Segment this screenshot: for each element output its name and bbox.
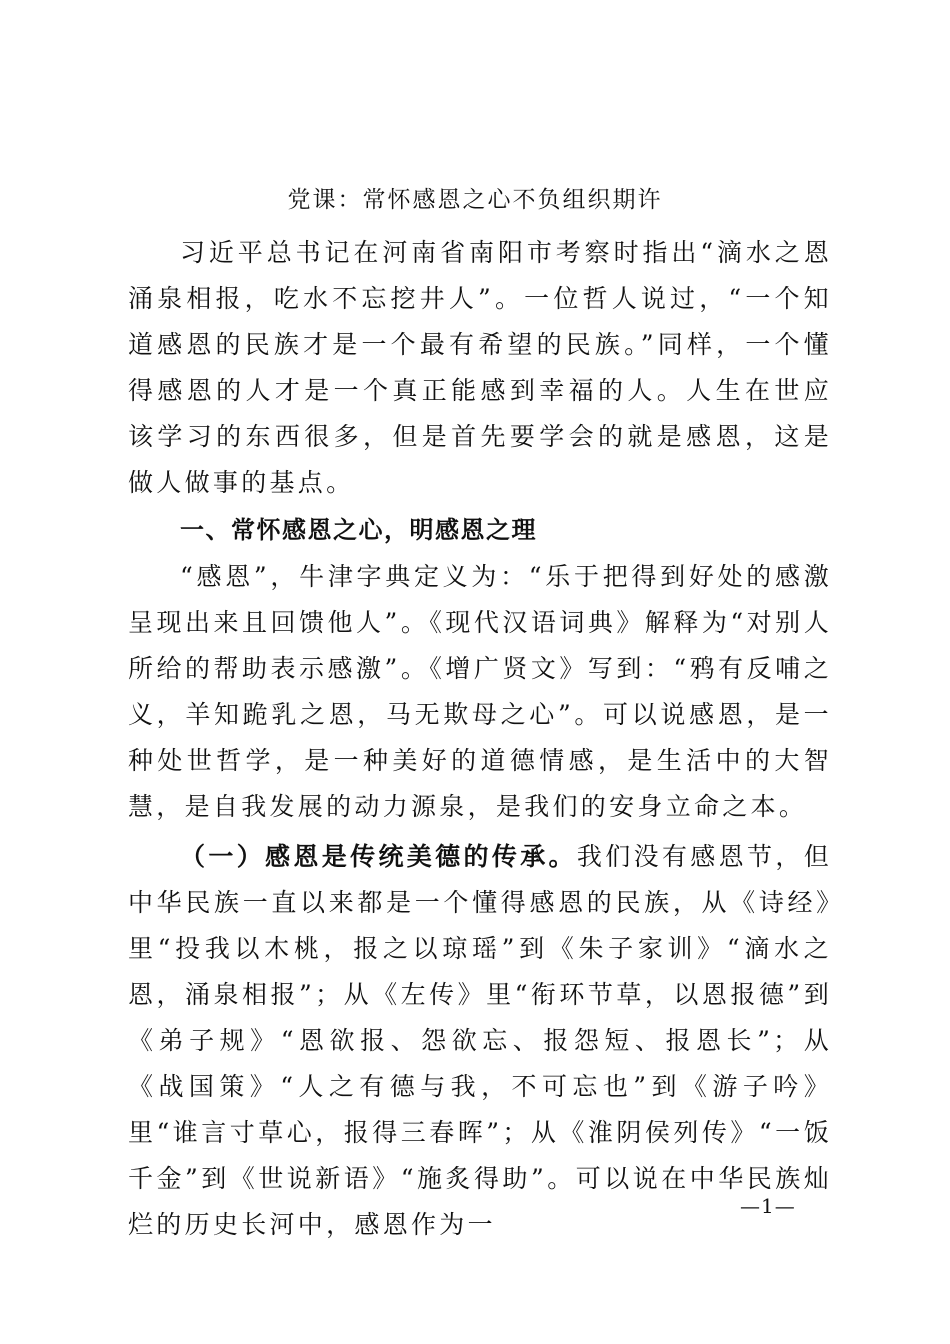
paragraph-tradition-text: 我们没有感恩节，但中华民族一直以来都是一个懂得感恩的民族，从《诗经》里“投我以木桃，报之以琼瑶”到《朱子家训》“滴水之恩，涌泉相报”；从《左传》里“衔环节草，以恩报德”到《弟子规》“恩欲报、怨欲忘、报怨短、报恩长”；从《战国策》“人之有德与我，不可忘也”到《游子吟》里“谁言寸草心，报得三春晖”；从《淮阴侯列传》“一饭千金”到《世说新语》“施炙得助”。可以说在中华民族灿烂的历史长河中，感恩作为一 <box>128 842 833 1239</box>
paragraph-intro: 习近平总书记在河南省南阳市考察时指出“滴水之恩涌泉相报，吃水不忘挖井人”。一位哲人说过，“一个知道感恩的民族才是一个最有希望的民族。”同样，一个懂得感恩的人才是一个真正能感到幸福的人。人生在世应该学习的东西很多，但是首先要学会的就是感恩，这是做人做事的基点。 <box>128 238 832 497</box>
paragraph-tradition <box>128 834 832 1248</box>
paragraph-definition: “感恩”，牛津字典定义为：“乐于把得到好处的感激呈现出来且回馈他人”。《现代汉语词典》解释为“对别人所给的帮助表示感激”。《增广贤文》写到：“鸦有反哺之义，羊知跪乳之恩，马无欺母之心”。可以说感恩，是一种处世哲学，是一种美好的道德情感，是生活中的大智慧，是自我发展的动力源泉，是我们的安身立命之本。 <box>128 562 832 821</box>
page-number: —1— <box>740 1194 796 1218</box>
document-title: 党课：常怀感恩之心不负组织期许 <box>287 187 663 213</box>
document-body <box>128 230 832 1248</box>
section-heading-1: 一、常怀感恩之心，明感恩之理 <box>180 516 537 544</box>
subsection-heading-1: （一）感恩是传统美德的传承。 <box>180 842 577 871</box>
